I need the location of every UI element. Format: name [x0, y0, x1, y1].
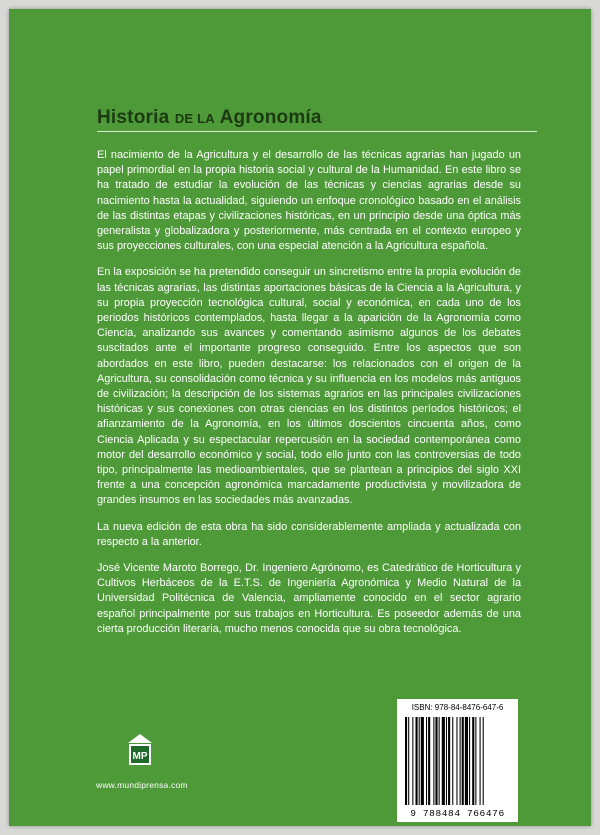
barcode-bar — [448, 717, 450, 805]
isbn-barcode-box — [397, 699, 518, 822]
barcode-bar — [462, 717, 464, 805]
book-title — [97, 107, 537, 132]
isbn-label: ISBN: 978-84-8476-647-6 — [411, 703, 504, 712]
barcode-bar — [435, 717, 437, 805]
title-underline — [97, 131, 537, 132]
barcode-bar — [456, 717, 457, 805]
barcode-bar — [480, 717, 481, 805]
barcode-bar — [412, 717, 413, 805]
barcode-bar — [469, 717, 470, 805]
publisher-url: www.mundiprensa.com — [96, 780, 188, 790]
barcode-bar — [446, 717, 447, 805]
barcode-bar — [428, 717, 430, 805]
back-cover — [9, 9, 591, 826]
barcode-icon — [403, 717, 512, 807]
barcode-bar — [483, 717, 484, 805]
synopsis-text — [97, 148, 521, 648]
barcode-bar — [419, 717, 420, 805]
barcode-bar — [465, 717, 468, 805]
paragraph-intro: El nacimiento de la Agricultura y el desarrollo de las técnicas agrarias han jugado un papel primordial en la propia historia social y cultural de la Humanidad. En este libro se ha tratado de estudiar la evolución de las técnicas y ciencias agrarias desde su nacimiento hasta la actualidad, siguiendo un enfoque cronológico basado en el análisis de las distintas etapas y civilizaciones históricas, en un principio desde una óptica más generalista y globalizadora y posteriormente, más centrada en el contexto europeo y sus proyecciones culturales, con una especial atención a la Agricultura española. — [97, 149, 521, 253]
barcode-bar — [442, 717, 445, 805]
barcode-bar — [452, 717, 453, 805]
paragraph-exposition: En la exposición se ha pretendido conseguir un sincretismo entre la propia evolución de las técnicas agrarias, las distintas aportaciones básicas de la Ciencia a la Agricultura, y su propia proyección tecnológica cultural, social y económica, en cada uno de los periodos históricos contemplados, hasta llegar a la aparición de la Agronomía como Ciencia, analizando sus avances y comentando asimismo algunos de los debates suscitados ante el importante progreso conseguido. Entre los aspectos que son abordados en este libro, pueden destacarse: los relacionados con el origen de la Agricultura, su consolidación como técnica y su influencia en los modelos más antiguos de civilización; la descripción de los sistemas agrarios en las principales civilizaciones históricas y sus conexiones con otras ciencias en los distintos períodos históricos; el afianzamiento de la Agronomía, en los últimos doscientos cincuenta años, como Ciencia Aplicada y su espectacular repercusión en la sociedad contemporánea como motor del desarrollo económico y social, todo ello junto con las controversias de todo tipo, principalmente las medioambientales, que se plantean a principios del siglo XXI frente a una concepción agronómica marcadamente productivista y movilizadora de grandes insumos en las sociedades más avanzadas. — [97, 266, 521, 507]
title-agronomia: Agronomía — [214, 107, 322, 128]
barcode-bar — [433, 717, 434, 805]
barcode-bar — [472, 717, 474, 805]
mundi-prensa-logo — [125, 731, 155, 767]
barcode-bar — [416, 717, 418, 805]
barcode-bar — [421, 717, 424, 805]
barcode-bar — [408, 717, 409, 805]
barcode-digits: 9 788484 766476 — [410, 808, 505, 819]
paragraph-author-bio: José Vicente Maroto Borrego, Dr. Ingeniero Agrónomo, es Catedrático de Horticultura y Cultivos Herbáceos de la E.T.S. de Ingeniería Agronómica y Medio Natural de la Universidad Politécnica de Valencia, ampliamente conocido en el sector agrario español principalmente por sus trabajos en Horticultura. Es poseedor además de una cierta producción literaria, mucho menos conocida que su obra tecnológica. — [97, 562, 521, 635]
barcode-bar — [439, 717, 440, 805]
barcode-bar — [405, 717, 407, 805]
title-historia: Historia — [97, 107, 175, 128]
barcode-bar — [475, 717, 476, 805]
barcode-bar — [426, 717, 427, 805]
svg-text:MP: MP — [132, 751, 148, 762]
barcode-bar — [460, 717, 461, 805]
paragraph-new-edition: La nueva edición de esta obra ha sido considerablemente ampliada y actualizada con respecto a la anterior. — [97, 520, 521, 548]
title-de-la: DE LA — [174, 111, 215, 126]
